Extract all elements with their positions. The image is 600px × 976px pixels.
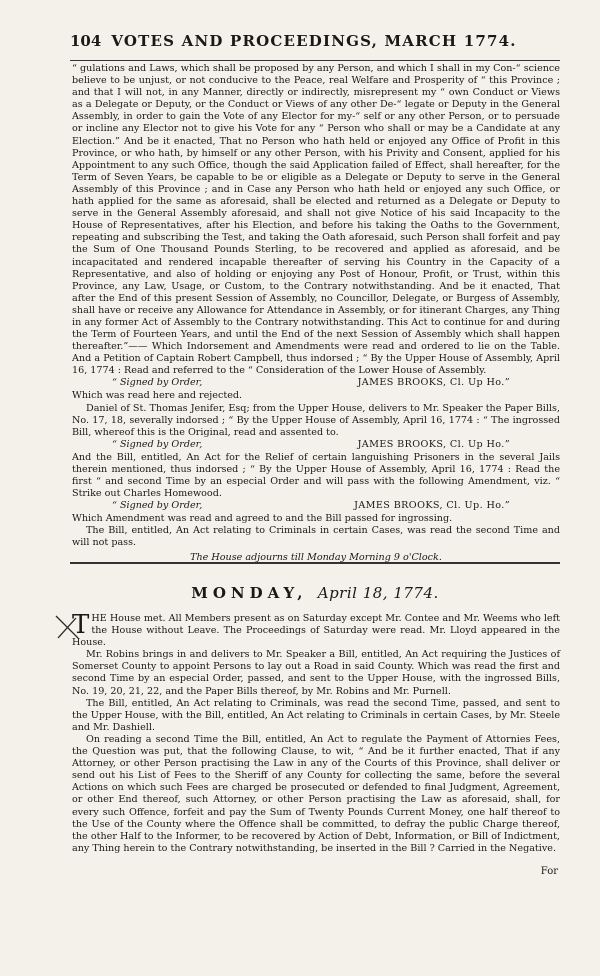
- section-divider: [70, 562, 560, 564]
- clerk-name: JAMES BROOKS, Cl. Up Ho.”: [357, 377, 510, 389]
- page-header: [70, 32, 560, 58]
- paragraph: And the Bill, entitled, An Act for the Relief of certain languishing Prisoners in the several Jails therein mentioned, thus indorsed ; “ By the Upper House of Assembly, April 16, 1774 : Read the first “ and second Time by an especial Order and will pass with the following Amendment, viz. “ Strike out Charles Homewood.: [72, 451, 560, 500]
- day-heading: [70, 584, 560, 602]
- april-18-proceedings: [72, 610, 560, 855]
- clerk-name: JAMES BROOKS, Cl. Up Ho.”: [357, 438, 510, 450]
- march-16-proceedings: [72, 63, 560, 565]
- catchword: For: [540, 866, 558, 877]
- running-head: VOTES AND PROCEEDINGS, MARCH 1774.: [111, 32, 517, 50]
- header-rule: [70, 60, 560, 61]
- page-number: 104: [70, 32, 102, 50]
- signed-by-order: “ Signed by Order,: [112, 500, 203, 512]
- clerk-name: JAMES BROOKS, Cl. Up. Ho.”: [354, 500, 510, 512]
- signature-line: [72, 500, 560, 513]
- day-date: April 18, 1774.: [317, 584, 439, 602]
- paragraph: Which was read here and rejected.: [72, 390, 243, 402]
- paragraph: “ gulations and Laws, which shall be proposed by any Person, and which I shall in my Con-“ science believe to be unjust, or not conducive to the Peace, real Welfare and Prosperity of “ this Province ; and that I will not, in any Manner, directly or indirectly, misrepresent my “ own Conduct or Views as a Delegate or Deputy, or the Conduct or Views of any other De-“ legate or Deputy in the General Assembly, in order to gain the Vote of any Elector for my-“ self or any other Person, or to persuade or incline any Elector not to give his Vote for any “ Person who shall or may be a Candidate at any Election.” And be it enacted, That no Person who hath held or enjoyed any Office of Profit in this Province, or who hath, by himself or any other Person, with his Privity and Consent, applied for his Appointment to any such Office, though the said Application failed of Effect, shall hereafter, for the Term of Seven Years, be capable to be or eligible as a Delegate or Deputy to serve in the General Assembly of this Province ; and in Case any Person who hath held or enjoyed any such Office, or hath applied for the same as aforesaid, shall be elected and returned as a Delegate or Deputy to serve in the General Assembly aforesaid, and shall not give Notice of his said Incapacity to the House of Representatives, after his Election, and before his taking the Oaths to the Government, repeating and subscribing the Test, and taking the Oath aforesaid, such Person shall forfeit and pay the Sum of One Thousand Pounds Sterling, to be recovered and applied as aforesaid, and be incapacitated and rendered incapable thereafter of serving his Country in the Capacity of a Representative, and also of holding or enjoying any Post of Honour, Profit, or Trust, within this Province, any Law, Usage, or Custom, to the Contrary notwithstanding. And be it enacted, That after the End of this present Session of Assembly, no Councillor, Delegate, or Burgess of Assembly, shall have or receive any Allowance for Attendance in Assembly, or for itinerant Charges, any Thing in any former Act of Assembly to the Contrary notwithstanding. This Act to continue for and during the Term of Fourteen Years, and until the End of the next Session of Assembly which shall happen thereafter.”—— Which Indorsement and Amendments were read and ordered to lie on the Table. And a Petition of Captain Robert Campbell, thus indorsed ; “ By the Upper House of Assembly, April 16, 1774 : Read and referred to the “ Consideration of the Lower House of Assembly.: [72, 63, 560, 377]
- paragraph: Daniel of St. Thomas Jenifer, Esq; from the Upper House, delivers to Mr. Speaker the Paper Bills, No. 17, 18, severally indorsed ; “ By the Upper House of Assembly, April 16, 1774 : “ The ingrossed Bill, whereof this is the Original, read and assented to.: [72, 402, 560, 438]
- signed-by-order: “ Signed by Order,: [112, 438, 203, 450]
- paragraph: Which Amendment was read and agreed to and the Bill passed for ingrossing.: [72, 513, 453, 525]
- paragraph: [72, 610, 560, 649]
- signed-by-order: “ Signed by Order,: [112, 377, 203, 389]
- paragraph: The Bill, entitled, An Act relating to Criminals, was read the second Time, passed, and sent to the Upper House, with the Bill, entitled, An Act relating to Criminals in certain Cases, by Mr. Steele and Mr. Dashiell.: [72, 697, 560, 733]
- drop-cap: T: [72, 610, 90, 640]
- signature-line: [72, 439, 560, 452]
- day-name: MONDAY,: [191, 584, 308, 602]
- paragraph: The Bill, entitled, An Act relating to Criminals in certain Cases, was read the second Time and will not pass.: [72, 525, 560, 549]
- paragraph: Mr. Robins brings in and delivers to Mr. Speaker a Bill, entitled, An Act requiring the Justices of Somerset County to appoint Persons to lay out a Road in said County. Which was read the first and second Time by an especial Order, passed, and sent to the Upper House, with the ingrossed Bills, No. 19, 20, 21, 22, and the Paper Bills thereof, by Mr. Robins and Mr. Purnell.: [72, 649, 560, 697]
- paragraph-text: HE House met. All Members present as on Saturday except Mr. Contee and Mr. Weems who left the House without Leave. The Proceedings of Saturday were read. Mr. Lloyd appeared in the House.: [72, 613, 560, 649]
- paragraph: On reading a second Time the Bill, entitled, An Act to regulate the Payment of Attornies Fees, the Question was put, that the following Clause, to wit, “ And be it further enacted, That if any Attorney, or other Person practising the Law in any of the Courts of this Province, shall deliver or send out his List of Fees to the Sheriff of any County for collecting the same, before the several Actions on which such Fees are charged be prosecuted or defended to final Judgment, Agreement, or other End thereof, such Attorney, or other Person practising the Law as aforesaid, shall, for every such Offence, forfeit and pay the Sum of Twenty Pounds Current Money, one half thereof to the Use of the County where the Offence shall be committed, to defray the public Charge thereof, the other Half to the Informer, to be recovered by Action of Debt, Information, or Bill of Indictment, any Thing herein to the Contrary notwithstanding, be inserted in the Bill ? Carried in the Negative.: [72, 733, 560, 854]
- signature-line: [72, 377, 560, 390]
- adjournment-notice: The House adjourns till Monday Morning 9 o'Clock.: [190, 552, 442, 564]
